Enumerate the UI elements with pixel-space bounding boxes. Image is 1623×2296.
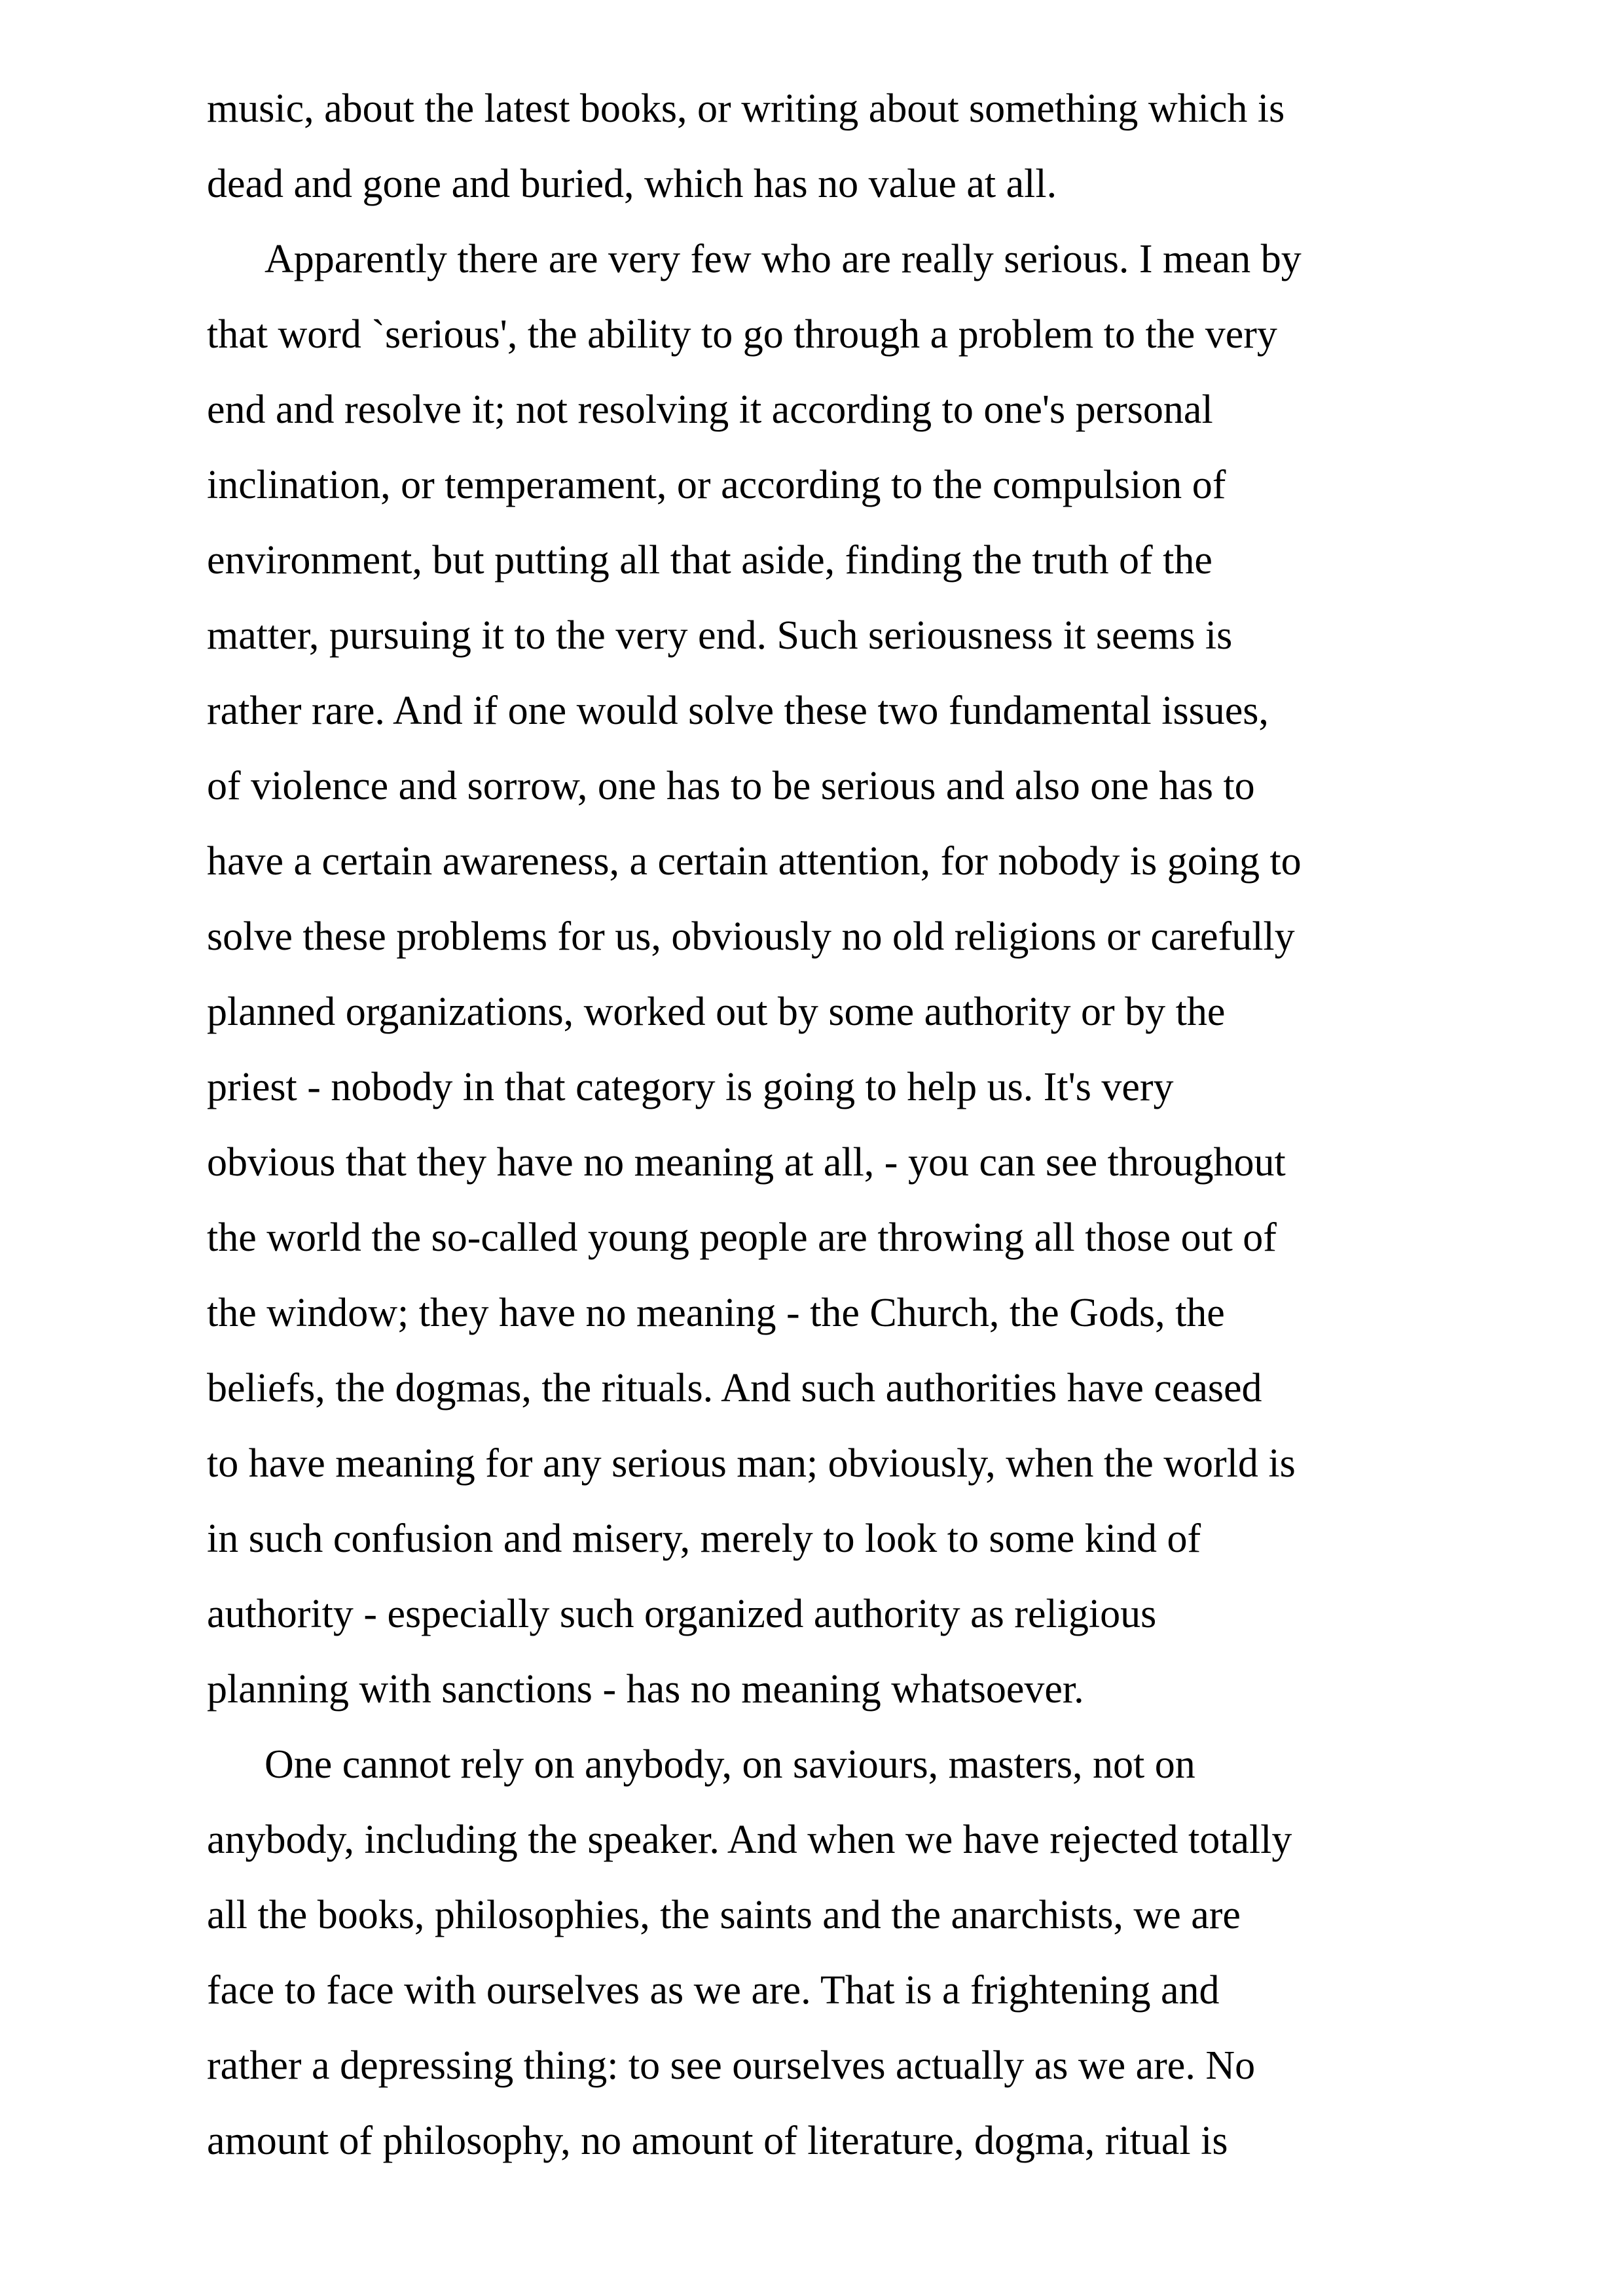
text-line: obvious that they have no meaning at all, - you can see throughout: [207, 1140, 1286, 1185]
text-line: end and resolve it; not resolving it according to one's personal: [207, 387, 1213, 432]
text-line: in such confusion and misery, merely to look to some kind of: [207, 1516, 1201, 1561]
text-line: the window; they have no meaning - the Church, the Gods, the: [207, 1291, 1225, 1335]
text-line: solve these problems for us, obviously no old religions or carefully: [207, 914, 1295, 959]
body-text: [207, 71, 1464, 2179]
text-line: inclination, or temperament, or according to the compulsion of: [207, 463, 1226, 507]
text-line: face to face with ourselves as we are. That is a frightening and: [207, 1968, 1220, 2013]
text-line: rather rare. And if one would solve these two fundamental issues,: [207, 689, 1269, 733]
paragraph-start-line: One cannot rely on anybody, on saviours, masters, not on: [264, 1742, 1195, 1787]
text-line: of violence and sorrow, one has to be serious and also one has to: [207, 764, 1255, 808]
text-line: amount of philosophy, no amount of literature, dogma, ritual is: [207, 2119, 1228, 2163]
text-line: priest - nobody in that category is going to help us. It's very: [207, 1065, 1174, 1109]
text-line: dead and gone and buried, which has no value at all.: [207, 162, 1057, 206]
text-line: rather a depressing thing: to see ourselves actually as we are. No: [207, 2043, 1256, 2088]
text-line: planned organizations, worked out by some authority or by the: [207, 990, 1226, 1034]
text-line: have a certain awareness, a certain attention, for nobody is going to: [207, 839, 1302, 884]
paragraph-start-line: Apparently there are very few who are really serious. I mean by: [264, 237, 1302, 281]
text-line: beliefs, the dogmas, the rituals. And such authorities have ceased: [207, 1366, 1262, 1410]
text-line: music, about the latest books, or writing about something which is: [207, 86, 1285, 131]
text-line: all the books, philosophies, the saints and the anarchists, we are: [207, 1893, 1241, 1937]
text-line: planning with sanctions - has no meaning whatsoever.: [207, 1667, 1084, 1712]
text-line: authority - especially such organized authority as religious: [207, 1592, 1157, 1636]
text-line: the world the so-called young people are throwing all those out of: [207, 1215, 1277, 1260]
text-line: environment, but putting all that aside, finding the truth of the: [207, 538, 1213, 583]
text-line: matter, pursuing it to the very end. Such seriousness it seems is: [207, 613, 1233, 658]
text-line: that word `serious', the ability to go through a problem to the very: [207, 312, 1277, 357]
text-line: anybody, including the speaker. And when we have rejected totally: [207, 1818, 1292, 1862]
text-line: to have meaning for any serious man; obviously, when the world is: [207, 1441, 1296, 1486]
